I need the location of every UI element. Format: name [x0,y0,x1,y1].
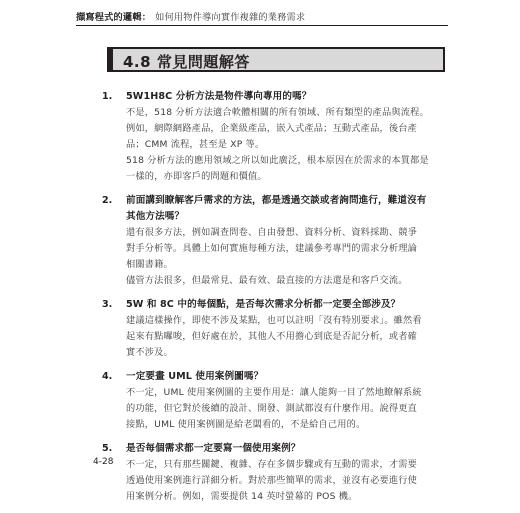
question-text: 一定要畫 UML 使用案例圖嗎？ [126,371,264,382]
faq-item [102,193,432,289]
question-text: 5W1H8C 分析方法是物件導向專用的嗎？ [126,91,312,102]
question-text: 是否每個需求都一定要寫一個使用案例？ [126,443,301,454]
answer-paragraph: 不一定，UML 使用案例圖的主要作用是：讓人能夠一目了然地瞭解系統 的功能，但它對於後續的設計、開發、測試都沒有什麼作用。說得更直 接點，UML 使用案例圖是給老闆看的，不是給自己用的。 [126,387,422,430]
faq-list [102,89,432,513]
book-title: 擷寫程式的邏輯： [76,12,152,23]
answer-paragraph: 建議這樣操作，即使不涉及某點，也可以註明「沒有特別要求」。雖然看 起來有點囉唆，但好處在於，其他人不用擔心到底是否記分析，或者確 實不涉及。 [126,315,422,358]
faq-item [102,89,432,185]
running-header [76,9,305,23]
answer-paragraph: 還有很多方法，例如調查問卷、自由發想、資料分析、資料採勘、競爭 對手分析等。具體上如何實施每種方法，建議參考專門的需求分析理論 相關書籍。 [126,227,418,270]
answer-paragraph: 518 分析方法的應用領域之所以如此廣泛，根本原因在於需求的本質都是 一樣的，亦即客戶的問題和價值。 [126,155,429,182]
chapter-subtitle: 如何用物件導向實作複雜的業務需求 [155,12,306,23]
faq-question [102,369,432,385]
faq-item [102,441,432,505]
faq-question [102,297,432,313]
section-title [123,51,250,72]
answer-paragraph: 不一定，只有那些關鍵、複雜、存在多個步驟或有互動的需求，才需要 透過使用案例進行詳細分析。對於那些簡單的需求，並沒有必要進行使 用案例分析。例如，需要提供 14 英吋螢幕的 POS 機。 [126,459,418,502]
question-text: 前面講到瞭解客戶需求的方法，都是透過交談或者詢問進行，難道沒有 其他方法嗎？ [126,195,427,222]
question-number: 3. [102,299,113,310]
faq-item [102,297,432,361]
section-title-text: 常見問題解答 [156,53,250,71]
page-number: 4-28 [93,457,114,467]
section-number: 4.8 [123,53,152,71]
faq-question [102,441,432,457]
answer-paragraph: 不是，518 分析方法適合軟體相關的所有領域、所有類型的產品與流程。 例如，網際網路產品，企業級產品，嵌入式產品；互動式產品，後台產 品；CMM 流程，甚至是 XP 等。 [126,107,429,150]
question-number: 5. [102,443,113,454]
section-heading-banner [107,47,445,72]
question-number: 1. [102,91,113,102]
answer-paragraph: 儘管方法很多，但最常見、最有效、最直接的方法還是和客戶交流。 [126,275,408,286]
faq-question [102,89,432,105]
question-number: 2. [102,195,113,206]
header-divider [76,25,448,26]
faq-item [102,369,432,433]
faq-question [102,193,432,225]
question-text: 5W 和 8C 中的每個點，是否每次需求分析都一定要全部涉及？ [126,299,401,310]
question-number: 4. [102,371,113,382]
banner-accent-stripe [109,49,113,70]
